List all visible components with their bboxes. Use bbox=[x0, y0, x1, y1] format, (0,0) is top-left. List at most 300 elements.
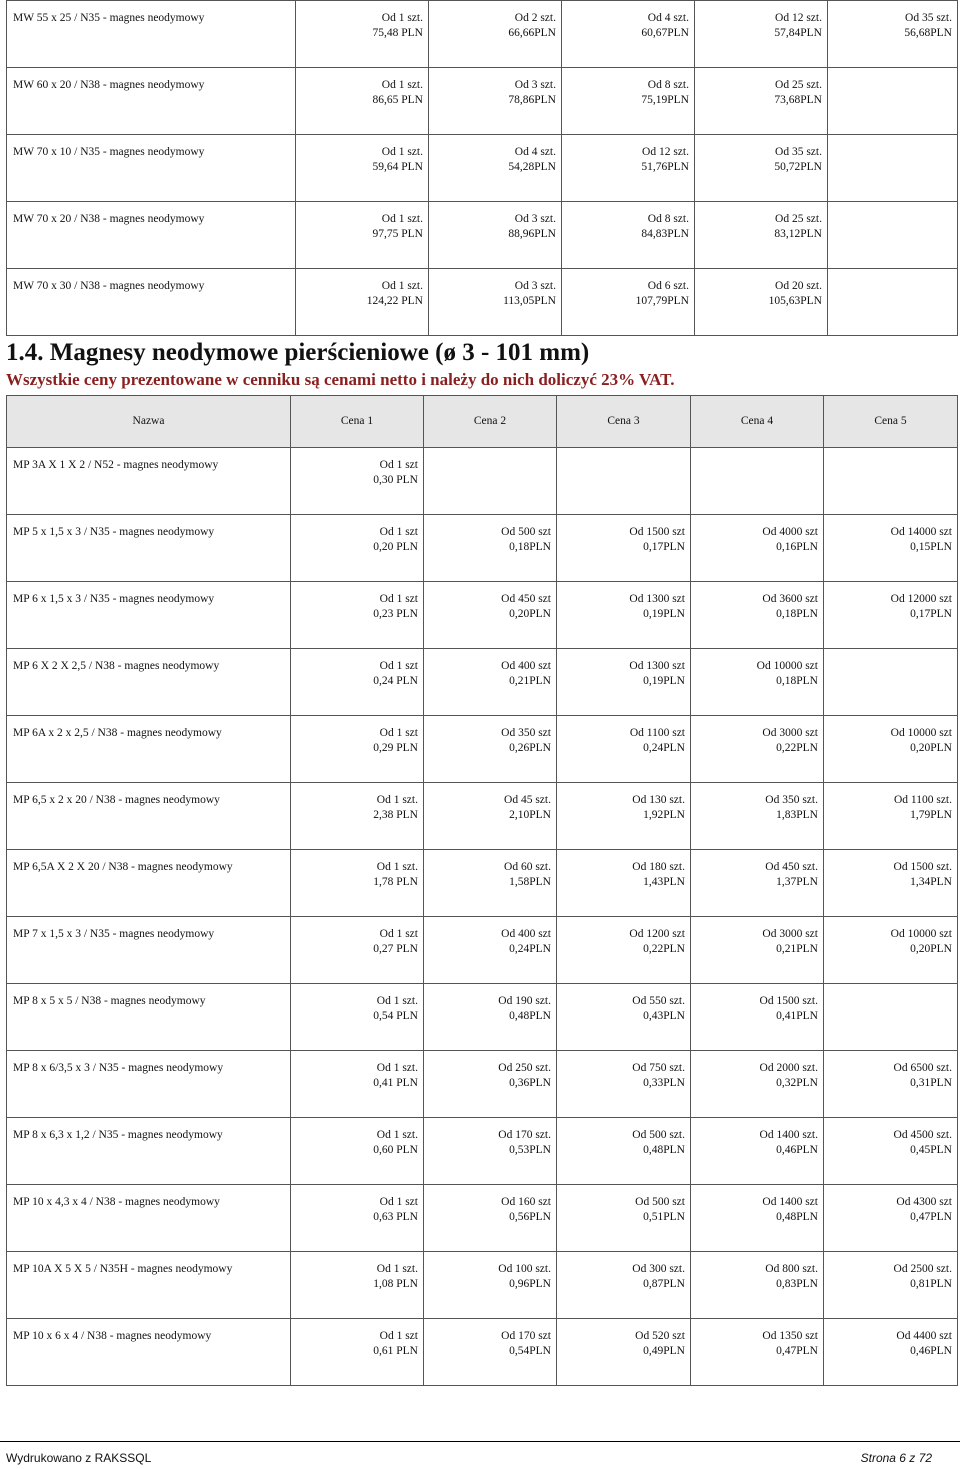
price-cell bbox=[424, 1051, 557, 1118]
price-cell bbox=[828, 68, 958, 135]
unit-price: 1,78 PLN bbox=[373, 876, 418, 888]
price-cell bbox=[291, 1118, 424, 1185]
unit-price: 60,67PLN bbox=[641, 27, 689, 39]
quantity-threshold: Od 3 szt. bbox=[514, 280, 556, 292]
price-cell bbox=[557, 515, 691, 582]
unit-price: 0,31PLN bbox=[910, 1077, 952, 1089]
product-name: MP 10 x 4,3 x 4 / N38 - magnes neodymowy bbox=[7, 1185, 291, 1252]
price-cell bbox=[291, 582, 424, 649]
quantity-threshold: Od 1 szt bbox=[379, 1196, 418, 1208]
price-cell bbox=[424, 515, 557, 582]
price-cell bbox=[291, 850, 424, 917]
unit-price: 0,87PLN bbox=[643, 1278, 685, 1290]
quantity-threshold: Od 1 szt. bbox=[376, 1129, 418, 1141]
quantity-threshold: Od 20 szt. bbox=[775, 280, 822, 292]
unit-price: 107,79PLN bbox=[635, 295, 689, 307]
quantity-threshold: Od 1 szt bbox=[379, 459, 418, 471]
price-cell bbox=[824, 649, 958, 716]
unit-price: 0,41 PLN bbox=[373, 1077, 418, 1089]
table-row bbox=[7, 1252, 958, 1319]
quantity-threshold: Od 10000 szt bbox=[756, 660, 818, 672]
quantity-threshold: Od 2500 szt. bbox=[893, 1263, 952, 1275]
price-cell bbox=[424, 1252, 557, 1319]
unit-price: 66,66PLN bbox=[508, 27, 556, 39]
quantity-threshold: Od 100 szt. bbox=[498, 1263, 551, 1275]
quantity-threshold: Od 1 szt. bbox=[381, 213, 423, 225]
unit-price: 113,05PLN bbox=[503, 295, 556, 307]
quantity-threshold: Od 12000 szt bbox=[890, 593, 952, 605]
quantity-threshold: Od 450 szt bbox=[501, 593, 551, 605]
quantity-threshold: Od 3 szt. bbox=[514, 213, 556, 225]
quantity-threshold: Od 6 szt. bbox=[647, 280, 689, 292]
price-cell bbox=[828, 202, 958, 269]
price-cell bbox=[291, 515, 424, 582]
unit-price: 1,58PLN bbox=[509, 876, 551, 888]
unit-price: 59,64 PLN bbox=[372, 161, 423, 173]
price-cell bbox=[291, 1252, 424, 1319]
unit-price: 0,22PLN bbox=[643, 943, 685, 955]
product-name: MP 7 x 1,5 x 3 / N35 - magnes neodymowy bbox=[7, 917, 291, 984]
price-cell bbox=[695, 135, 828, 202]
price-cell bbox=[429, 269, 562, 336]
quantity-threshold: Od 45 szt. bbox=[504, 794, 551, 806]
price-cell bbox=[691, 649, 824, 716]
price-cell bbox=[824, 850, 958, 917]
quantity-threshold: Od 1 szt bbox=[379, 660, 418, 672]
price-cell bbox=[557, 716, 691, 783]
quantity-threshold: Od 750 szt. bbox=[632, 1062, 685, 1074]
quantity-threshold: Od 1100 szt bbox=[629, 727, 685, 739]
quantity-threshold: Od 1300 szt bbox=[629, 660, 685, 672]
quantity-threshold: Od 4 szt. bbox=[514, 146, 556, 158]
unit-price: 0,56PLN bbox=[509, 1211, 551, 1223]
price-cell bbox=[296, 269, 429, 336]
table-row bbox=[7, 269, 958, 336]
table-row bbox=[7, 582, 958, 649]
unit-price: 0,81PLN bbox=[910, 1278, 952, 1290]
quantity-threshold: Od 400 szt bbox=[501, 928, 551, 940]
unit-price: 51,76PLN bbox=[641, 161, 689, 173]
quantity-threshold: Od 1 szt. bbox=[381, 79, 423, 91]
price-cell bbox=[562, 68, 695, 135]
product-name: MW 70 x 20 / N38 - magnes neodymowy bbox=[7, 202, 296, 269]
unit-price: 84,83PLN bbox=[641, 228, 689, 240]
table-row bbox=[7, 716, 958, 783]
quantity-threshold: Od 1200 szt bbox=[629, 928, 685, 940]
unit-price: 0,22PLN bbox=[776, 742, 818, 754]
product-name: MP 6A x 2 x 2,5 / N38 - magnes neodymowy bbox=[7, 716, 291, 783]
product-name: MP 5 x 1,5 x 3 / N35 - magnes neodymowy bbox=[7, 515, 291, 582]
quantity-threshold: Od 190 szt. bbox=[498, 995, 551, 1007]
quantity-threshold: Od 1400 szt. bbox=[759, 1129, 818, 1141]
header-cena-3: Cena 3 bbox=[557, 396, 691, 448]
price-cell bbox=[424, 716, 557, 783]
unit-price: 75,48 PLN bbox=[372, 27, 423, 39]
quantity-threshold: Od 130 szt. bbox=[632, 794, 685, 806]
quantity-threshold: Od 3600 szt bbox=[762, 593, 818, 605]
unit-price: 0,20PLN bbox=[910, 742, 952, 754]
quantity-threshold: Od 2000 szt. bbox=[759, 1062, 818, 1074]
price-cell bbox=[824, 515, 958, 582]
price-cell bbox=[691, 1185, 824, 1252]
quantity-threshold: Od 3000 szt bbox=[762, 928, 818, 940]
price-cell bbox=[424, 448, 557, 515]
price-cell bbox=[557, 1252, 691, 1319]
unit-price: 0,47PLN bbox=[776, 1345, 818, 1357]
price-cell bbox=[424, 984, 557, 1051]
price-cell bbox=[824, 448, 958, 515]
quantity-threshold: Od 1 szt. bbox=[381, 280, 423, 292]
quantity-threshold: Od 1 szt bbox=[379, 526, 418, 538]
unit-price: 0,23 PLN bbox=[373, 608, 418, 620]
unit-price: 0,21PLN bbox=[776, 943, 818, 955]
product-name: MP 8 x 5 x 5 / N38 - magnes neodymowy bbox=[7, 984, 291, 1051]
unit-price: 1,37PLN bbox=[776, 876, 818, 888]
price-cell bbox=[824, 582, 958, 649]
unit-price: 0,43PLN bbox=[643, 1010, 685, 1022]
unit-price: 78,86PLN bbox=[508, 94, 556, 106]
price-cell bbox=[296, 135, 429, 202]
vat-note: Wszystkie ceny prezentowane w cenniku są cenami netto i należy do nich doliczyć 23% VAT. bbox=[6, 370, 675, 389]
quantity-threshold: Od 4500 szt. bbox=[893, 1129, 952, 1141]
unit-price: 0,46PLN bbox=[776, 1144, 818, 1156]
price-cell bbox=[291, 783, 424, 850]
unit-price: 0,48PLN bbox=[509, 1010, 551, 1022]
header-cena-1: Cena 1 bbox=[291, 396, 424, 448]
table-header-row bbox=[7, 396, 958, 448]
price-cell bbox=[691, 783, 824, 850]
price-cell bbox=[557, 582, 691, 649]
price-cell bbox=[296, 202, 429, 269]
quantity-threshold: Od 35 szt. bbox=[775, 146, 822, 158]
price-cell bbox=[824, 783, 958, 850]
quantity-threshold: Od 25 szt. bbox=[775, 213, 822, 225]
quantity-threshold: Od 1 szt. bbox=[381, 12, 423, 24]
unit-price: 1,08 PLN bbox=[373, 1278, 418, 1290]
price-cell bbox=[824, 1252, 958, 1319]
quantity-threshold: Od 1 szt bbox=[379, 593, 418, 605]
table-row bbox=[7, 1, 958, 68]
price-cell bbox=[824, 917, 958, 984]
table-row bbox=[7, 1185, 958, 1252]
price-cell bbox=[291, 1185, 424, 1252]
price-cell bbox=[695, 202, 828, 269]
price-cell bbox=[691, 1051, 824, 1118]
table-row bbox=[7, 1118, 958, 1185]
unit-price: 0,49PLN bbox=[643, 1345, 685, 1357]
price-cell bbox=[424, 1319, 557, 1386]
quantity-threshold: Od 25 szt. bbox=[775, 79, 822, 91]
price-cell bbox=[695, 269, 828, 336]
quantity-threshold: Od 1 szt. bbox=[376, 861, 418, 873]
unit-price: 0,54 PLN bbox=[373, 1010, 418, 1022]
price-cell bbox=[562, 202, 695, 269]
product-name: MP 10 x 6 x 4 / N38 - magnes neodymowy bbox=[7, 1319, 291, 1386]
unit-price: 75,19PLN bbox=[641, 94, 689, 106]
price-cell bbox=[824, 1185, 958, 1252]
header-nazwa: Nazwa bbox=[7, 396, 291, 448]
unit-price: 0,15PLN bbox=[910, 541, 952, 553]
quantity-threshold: Od 4400 szt bbox=[896, 1330, 952, 1342]
unit-price: 0,18PLN bbox=[776, 608, 818, 620]
table-row bbox=[7, 448, 958, 515]
price-cell bbox=[691, 716, 824, 783]
quantity-threshold: Od 8 szt. bbox=[647, 79, 689, 91]
quantity-threshold: Od 1350 szt bbox=[762, 1330, 818, 1342]
quantity-threshold: Od 6500 szt. bbox=[893, 1062, 952, 1074]
unit-price: 0,24PLN bbox=[509, 943, 551, 955]
quantity-threshold: Od 400 szt bbox=[501, 660, 551, 672]
price-cell bbox=[557, 917, 691, 984]
quantity-threshold: Od 4000 szt bbox=[762, 526, 818, 538]
quantity-threshold: Od 60 szt. bbox=[504, 861, 551, 873]
unit-price: 0,32PLN bbox=[776, 1077, 818, 1089]
price-cell bbox=[695, 68, 828, 135]
price-cell bbox=[691, 582, 824, 649]
price-cell bbox=[291, 1051, 424, 1118]
page-footer bbox=[0, 1441, 960, 1469]
price-cell bbox=[291, 716, 424, 783]
price-cell bbox=[296, 68, 429, 135]
unit-price: 0,47PLN bbox=[910, 1211, 952, 1223]
unit-price: 0,24PLN bbox=[643, 742, 685, 754]
unit-price: 0,20PLN bbox=[509, 608, 551, 620]
price-cell bbox=[424, 850, 557, 917]
price-cell bbox=[424, 649, 557, 716]
unit-price: 0,48PLN bbox=[776, 1211, 818, 1223]
unit-price: 0,51PLN bbox=[643, 1211, 685, 1223]
header-cena-5: Cena 5 bbox=[824, 396, 958, 448]
price-cell bbox=[824, 984, 958, 1051]
unit-price: 83,12PLN bbox=[774, 228, 822, 240]
price-cell bbox=[691, 1118, 824, 1185]
unit-price: 88,96PLN bbox=[508, 228, 556, 240]
unit-price: 0,29 PLN bbox=[373, 742, 418, 754]
unit-price: 0,26PLN bbox=[509, 742, 551, 754]
table-row bbox=[7, 1051, 958, 1118]
quantity-threshold: Od 1 szt bbox=[379, 1330, 418, 1342]
quantity-threshold: Od 1 szt. bbox=[376, 1062, 418, 1074]
unit-price: 105,63PLN bbox=[768, 295, 822, 307]
quantity-threshold: Od 8 szt. bbox=[647, 213, 689, 225]
quantity-threshold: Od 300 szt. bbox=[632, 1263, 685, 1275]
price-cell bbox=[557, 984, 691, 1051]
footer-page-number: Strona 6 z 72 bbox=[860, 1451, 932, 1465]
unit-price: 2,10PLN bbox=[509, 809, 551, 821]
quantity-threshold: Od 1 szt. bbox=[376, 794, 418, 806]
quantity-threshold: Od 1 szt bbox=[379, 928, 418, 940]
quantity-threshold: Od 35 szt. bbox=[905, 12, 952, 24]
quantity-threshold: Od 450 szt. bbox=[765, 861, 818, 873]
price-cell bbox=[424, 582, 557, 649]
unit-price: 1,43PLN bbox=[643, 876, 685, 888]
product-name: MW 60 x 20 / N38 - magnes neodymowy bbox=[7, 68, 296, 135]
product-name: MW 70 x 30 / N38 - magnes neodymowy bbox=[7, 269, 296, 336]
quantity-threshold: Od 2 szt. bbox=[514, 12, 556, 24]
table-row bbox=[7, 68, 958, 135]
unit-price: 56,68PLN bbox=[904, 27, 952, 39]
table-row bbox=[7, 202, 958, 269]
unit-price: 0,61 PLN bbox=[373, 1345, 418, 1357]
unit-price: 0,18PLN bbox=[509, 541, 551, 553]
price-cell bbox=[562, 1, 695, 68]
unit-price: 1,92PLN bbox=[643, 809, 685, 821]
unit-price: 0,96PLN bbox=[509, 1278, 551, 1290]
price-cell bbox=[691, 448, 824, 515]
quantity-threshold: Od 1400 szt bbox=[762, 1196, 818, 1208]
quantity-threshold: Od 10000 szt bbox=[890, 727, 952, 739]
quantity-threshold: Od 1300 szt bbox=[629, 593, 685, 605]
quantity-threshold: Od 1 szt. bbox=[376, 995, 418, 1007]
product-name: MW 70 x 10 / N35 - magnes neodymowy bbox=[7, 135, 296, 202]
price-cell bbox=[291, 448, 424, 515]
quantity-threshold: Od 350 szt. bbox=[765, 794, 818, 806]
price-cell bbox=[557, 448, 691, 515]
table-row bbox=[7, 649, 958, 716]
unit-price: 0,63 PLN bbox=[373, 1211, 418, 1223]
product-name: MP 6 X 2 X 2,5 / N38 - magnes neodymowy bbox=[7, 649, 291, 716]
unit-price: 0,27 PLN bbox=[373, 943, 418, 955]
quantity-threshold: Od 520 szt bbox=[635, 1330, 685, 1342]
price-cell bbox=[429, 1, 562, 68]
price-cell bbox=[695, 1, 828, 68]
unit-price: 57,84PLN bbox=[774, 27, 822, 39]
unit-price: 0,41PLN bbox=[776, 1010, 818, 1022]
quantity-threshold: Od 10000 szt bbox=[890, 928, 952, 940]
price-cell bbox=[691, 917, 824, 984]
product-name: MP 8 x 6/3,5 x 3 / N35 - magnes neodymowy bbox=[7, 1051, 291, 1118]
price-cell bbox=[557, 1319, 691, 1386]
price-cell bbox=[824, 716, 958, 783]
quantity-threshold: Od 1 szt. bbox=[381, 146, 423, 158]
quantity-threshold: Od 3 szt. bbox=[514, 79, 556, 91]
unit-price: 0,60 PLN bbox=[373, 1144, 418, 1156]
price-cell bbox=[429, 68, 562, 135]
quantity-threshold: Od 12 szt. bbox=[775, 12, 822, 24]
unit-price: 86,65 PLN bbox=[372, 94, 423, 106]
table-row bbox=[7, 783, 958, 850]
quantity-threshold: Od 550 szt. bbox=[632, 995, 685, 1007]
quantity-threshold: Od 800 szt. bbox=[765, 1263, 818, 1275]
quantity-threshold: Od 500 szt. bbox=[632, 1129, 685, 1141]
unit-price: 124,22 PLN bbox=[366, 295, 423, 307]
unit-price: 50,72PLN bbox=[774, 161, 822, 173]
unit-price: 2,38 PLN bbox=[373, 809, 418, 821]
price-cell bbox=[557, 1118, 691, 1185]
price-cell bbox=[691, 1319, 824, 1386]
section-title: 1.4. Magnesy neodymowe pierścieniowe (ø 3 - 101 mm) bbox=[6, 339, 590, 366]
unit-price: 0,36PLN bbox=[509, 1077, 551, 1089]
price-cell bbox=[291, 917, 424, 984]
price-cell bbox=[562, 269, 695, 336]
unit-price: 0,46PLN bbox=[910, 1345, 952, 1357]
quantity-threshold: Od 4 szt. bbox=[647, 12, 689, 24]
product-name: MW 55 x 25 / N35 - magnes neodymowy bbox=[7, 1, 296, 68]
quantity-threshold: Od 1 szt. bbox=[376, 1263, 418, 1275]
unit-price: 0,19PLN bbox=[643, 675, 685, 687]
unit-price: 0,54PLN bbox=[509, 1345, 551, 1357]
unit-price: 0,20 PLN bbox=[373, 541, 418, 553]
unit-price: 0,45PLN bbox=[910, 1144, 952, 1156]
quantity-threshold: Od 1500 szt. bbox=[759, 995, 818, 1007]
header-cena-4: Cena 4 bbox=[691, 396, 824, 448]
unit-price: 0,21PLN bbox=[509, 675, 551, 687]
unit-price: 73,68PLN bbox=[774, 94, 822, 106]
unit-price: 54,28PLN bbox=[508, 161, 556, 173]
table-row bbox=[7, 850, 958, 917]
table-row bbox=[7, 1319, 958, 1386]
price-cell bbox=[824, 1319, 958, 1386]
price-cell bbox=[824, 1051, 958, 1118]
quantity-threshold: Od 1500 szt bbox=[629, 526, 685, 538]
price-cell bbox=[691, 984, 824, 1051]
table-row bbox=[7, 984, 958, 1051]
price-cell bbox=[557, 1051, 691, 1118]
quantity-threshold: Od 180 szt. bbox=[632, 861, 685, 873]
price-cell bbox=[424, 917, 557, 984]
unit-price: 0,18PLN bbox=[776, 675, 818, 687]
table-row bbox=[7, 135, 958, 202]
unit-price: 0,30 PLN bbox=[373, 474, 418, 486]
price-cell bbox=[424, 1185, 557, 1252]
price-cell bbox=[429, 202, 562, 269]
table-row bbox=[7, 917, 958, 984]
price-cell bbox=[429, 135, 562, 202]
price-cell bbox=[424, 1118, 557, 1185]
header-cena-2: Cena 2 bbox=[424, 396, 557, 448]
table-row bbox=[7, 515, 958, 582]
price-cell bbox=[691, 850, 824, 917]
price-cell bbox=[557, 649, 691, 716]
product-name: MP 6 x 1,5 x 3 / N35 - magnes neodymowy bbox=[7, 582, 291, 649]
quantity-threshold: Od 170 szt. bbox=[498, 1129, 551, 1141]
unit-price: 0,20PLN bbox=[910, 943, 952, 955]
unit-price: 0,33PLN bbox=[643, 1077, 685, 1089]
quantity-threshold: Od 160 szt bbox=[501, 1196, 551, 1208]
unit-price: 0,17PLN bbox=[643, 541, 685, 553]
price-cell bbox=[557, 850, 691, 917]
unit-price: 1,83PLN bbox=[776, 809, 818, 821]
quantity-threshold: Od 4300 szt bbox=[896, 1196, 952, 1208]
price-cell bbox=[557, 783, 691, 850]
price-cell bbox=[562, 135, 695, 202]
quantity-threshold: Od 170 szt bbox=[501, 1330, 551, 1342]
quantity-threshold: Od 250 szt. bbox=[498, 1062, 551, 1074]
quantity-threshold: Od 350 szt bbox=[501, 727, 551, 739]
price-table-mw bbox=[6, 0, 958, 336]
price-cell bbox=[291, 649, 424, 716]
price-cell bbox=[828, 1, 958, 68]
price-cell bbox=[296, 1, 429, 68]
product-name: MP 10A X 5 X 5 / N35H - magnes neodymowy bbox=[7, 1252, 291, 1319]
unit-price: 0,19PLN bbox=[643, 608, 685, 620]
unit-price: 0,83PLN bbox=[776, 1278, 818, 1290]
unit-price: 0,53PLN bbox=[509, 1144, 551, 1156]
quantity-threshold: Od 3000 szt bbox=[762, 727, 818, 739]
unit-price: 97,75 PLN bbox=[372, 228, 423, 240]
price-cell bbox=[424, 783, 557, 850]
price-cell bbox=[691, 1252, 824, 1319]
unit-price: 0,16PLN bbox=[776, 541, 818, 553]
unit-price: 0,24 PLN bbox=[373, 675, 418, 687]
quantity-threshold: Od 500 szt bbox=[635, 1196, 685, 1208]
quantity-threshold: Od 12 szt. bbox=[642, 146, 689, 158]
unit-price: 0,17PLN bbox=[910, 608, 952, 620]
price-cell bbox=[291, 1319, 424, 1386]
quantity-threshold: Od 1100 szt. bbox=[893, 794, 952, 806]
quantity-threshold: Od 500 szt bbox=[501, 526, 551, 538]
unit-price: 1,79PLN bbox=[910, 809, 952, 821]
